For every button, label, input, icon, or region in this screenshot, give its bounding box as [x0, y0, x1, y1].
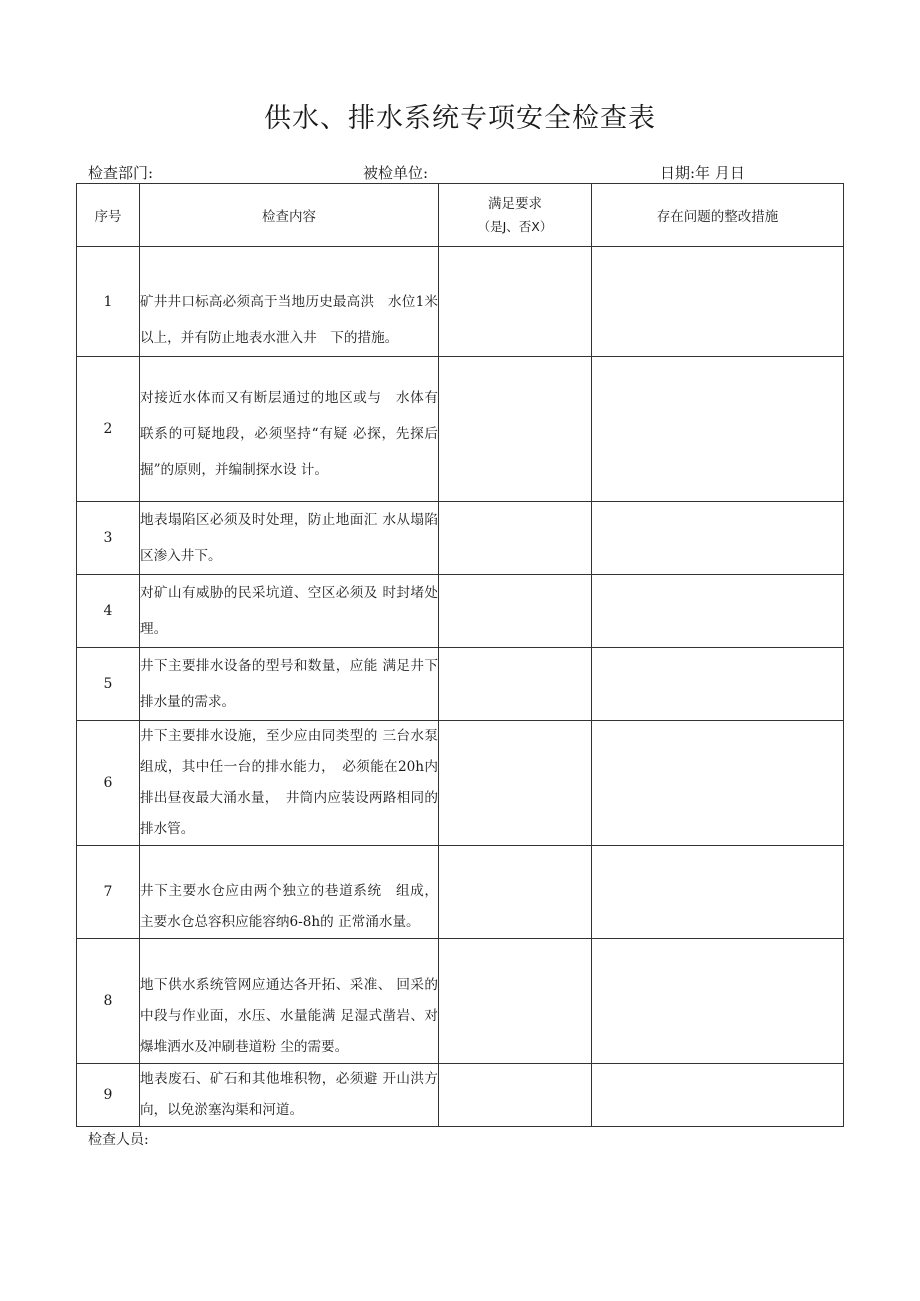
table-row [77, 1064, 844, 1127]
rectification-cell[interactable] [592, 846, 844, 939]
table-header-row [77, 184, 844, 247]
table-row [77, 648, 844, 721]
requirement-cell[interactable] [439, 721, 592, 846]
rectification-cell[interactable] [592, 939, 844, 1064]
row-number: 9 [77, 1064, 140, 1127]
requirement-cell[interactable] [439, 846, 592, 939]
requirement-cell[interactable] [439, 357, 592, 502]
header-rectification: 存在问题的整改措施 [592, 184, 844, 247]
inspected-unit-label: 被检单位: [363, 164, 429, 182]
requirement-cell[interactable] [439, 575, 592, 648]
row-number: 8 [77, 939, 140, 1064]
requirement-cell[interactable] [439, 648, 592, 721]
table-row [77, 247, 844, 357]
row-number: 6 [77, 721, 140, 846]
page-title: 供水、排水系统专项安全检查表 [264, 103, 656, 134]
row-content: 矿井井口标高必须高于当地历史最高洪 水位1米以上，并有防止地表水泄入井 下的措施。 [140, 247, 439, 357]
table-row [77, 939, 844, 1064]
inspection-department-label: 检查部门: [88, 164, 154, 182]
table-row [77, 575, 844, 648]
requirement-cell[interactable] [439, 939, 592, 1064]
row-content: 井下主要水仓应由两个独立的巷道系统 组成，主要水仓总容积应能容纳6-8h的 正常涌水量。 [140, 846, 439, 939]
row-content: 对矿山有威胁的民采坑道、空区必须及 时封堵处理。 [140, 575, 439, 648]
inspector-label: 检查人员: [88, 1132, 149, 1148]
date-label: 日期:年 月日 [660, 164, 745, 182]
row-content: 地表塌陷区必须及时处理，防止地面汇 水从塌陷区渗入井下。 [140, 502, 439, 575]
row-content: 井下主要排水设施，至少应由同类型的 三台水泵组成，其中任一台的排水能力， 必须能在20h内排出昼夜最大涌水量， 井筒内应装设两路相同的排水管。 [140, 721, 439, 846]
rectification-cell[interactable] [592, 357, 844, 502]
row-number: 7 [77, 846, 140, 939]
row-number: 2 [77, 357, 140, 502]
header-requirement-note: （是J、否X） [477, 219, 553, 234]
table-row [77, 721, 844, 846]
table-row [77, 846, 844, 939]
header-content: 检查内容 [140, 184, 439, 247]
row-number: 5 [77, 648, 140, 721]
rectification-cell[interactable] [592, 1064, 844, 1127]
rectification-cell[interactable] [592, 247, 844, 357]
rectification-cell[interactable] [592, 648, 844, 721]
rectification-cell[interactable] [592, 721, 844, 846]
rectification-cell[interactable] [592, 502, 844, 575]
row-content: 地下供水系统管网应通达各开拓、采准、 回采的中段与作业面，水压、水量能满 足湿式凿岩、对爆堆洒水及冲刷巷道粉 尘的需要。 [140, 939, 439, 1064]
table-row [77, 502, 844, 575]
header-requirement-title: 满足要求 [488, 196, 542, 212]
row-number: 1 [77, 247, 140, 357]
row-number: 4 [77, 575, 140, 648]
header-number: 序号 [77, 184, 140, 247]
row-content: 地表废石、矿石和其他堆积物，必须避 开山洪方向，以免淤塞沟渠和河道。 [140, 1064, 439, 1127]
rectification-cell[interactable] [592, 575, 844, 648]
header-requirement [439, 184, 592, 247]
row-content: 对接近水体而又有断层通过的地区或与 水体有联系的可疑地段，必须坚持“有疑 必探，先探后掘”的原则，并编制探水设 计。 [140, 357, 439, 502]
requirement-cell[interactable] [439, 1064, 592, 1127]
row-number: 3 [77, 502, 140, 575]
inspection-table [76, 183, 844, 1127]
row-content: 井下主要排水设备的型号和数量，应能 满足井下排水量的需求。 [140, 648, 439, 721]
requirement-cell[interactable] [439, 247, 592, 357]
table-row [77, 357, 844, 502]
requirement-cell[interactable] [439, 502, 592, 575]
